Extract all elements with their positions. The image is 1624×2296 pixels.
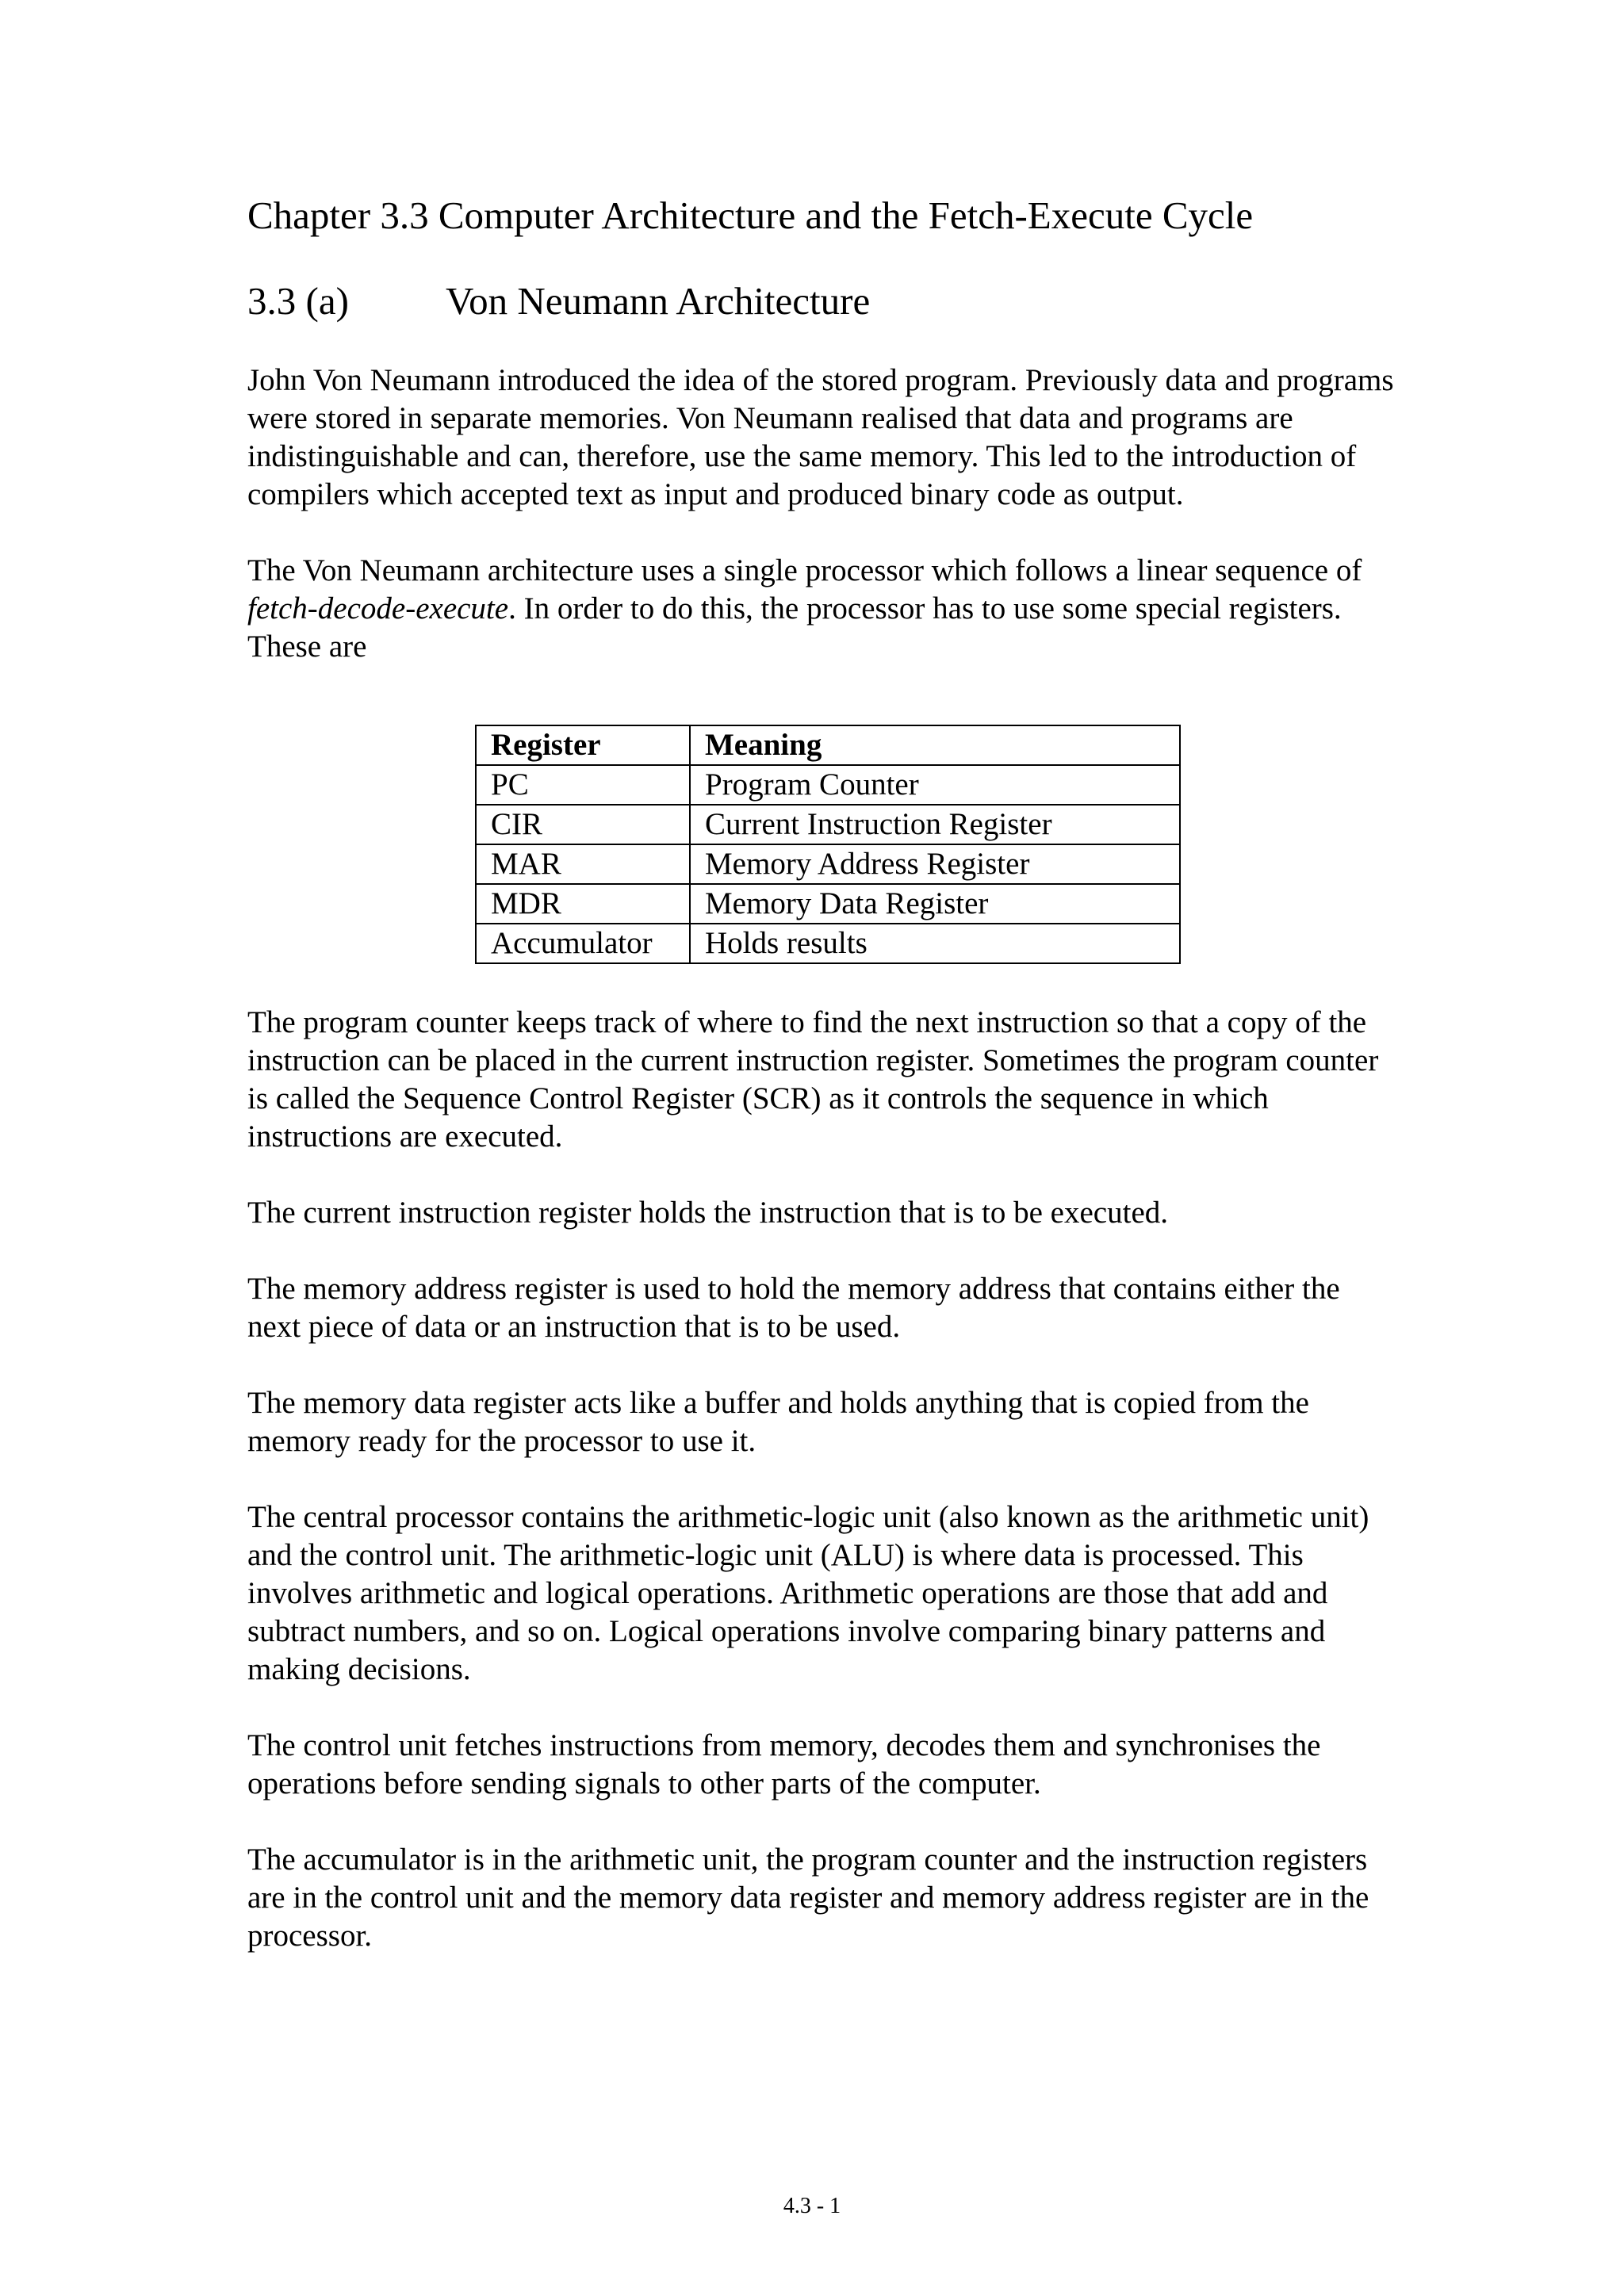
section-title: Von Neumann Architecture xyxy=(446,279,871,323)
table-row xyxy=(476,924,1180,963)
table-cell-register: PC xyxy=(476,765,690,805)
table-cell-register: MAR xyxy=(476,844,690,884)
table-cell-register: MDR xyxy=(476,884,690,924)
page-number: 4.3 - 1 xyxy=(783,2194,841,2218)
table-header-row xyxy=(476,725,1180,765)
table-cell-meaning: Memory Data Register xyxy=(690,884,1180,924)
register-table xyxy=(475,725,1181,964)
paragraph-architecture-part2: . In order to do this, the processor has to use some special registers. These are xyxy=(247,591,1342,664)
paragraph-architecture-part1: The Von Neumann architecture uses a single processor which follows a linear sequence of xyxy=(247,553,1362,587)
page-content xyxy=(247,190,1397,1955)
table-cell-meaning: Program Counter xyxy=(690,765,1180,805)
fetch-decode-execute-term: fetch-decode-execute xyxy=(247,591,509,626)
table-row xyxy=(476,805,1180,844)
table-row xyxy=(476,884,1180,924)
paragraph-mdr: The memory data register acts like a buffer and holds anything that is copied from the memory ready for the processor to use it. xyxy=(247,1386,1309,1458)
paragraph-cir: The current instruction register holds the instruction that is to be executed. xyxy=(247,1196,1169,1230)
paragraph-stored-program: John Von Neumann introduced the idea of the stored program. Previously data and programs were stored in separate memories. Von Neumann realised that data and programs are indistinguishable and can, therefore, use the same memory. This led to the introduction of compilers which accepted text as input and produced binary code as output. xyxy=(247,363,1394,511)
table-row xyxy=(476,765,1180,805)
table-cell-register: Accumulator xyxy=(476,924,690,963)
table-header-meaning: Meaning xyxy=(690,725,1180,765)
table-header-register: Register xyxy=(476,725,690,765)
section-heading xyxy=(247,276,1397,327)
table-cell-meaning: Memory Address Register xyxy=(690,844,1180,884)
paragraph-central-processor: The central processor contains the arithmetic-logic unit (also known as the arithmetic unit) and the control unit. The arithmetic-logic unit (ALU) is where data is processed. This involves arithmetic and logical operations. Arithmetic operations are those that add and subtract numbers, and so on. Logical operations involve comparing binary patterns and making decisions. xyxy=(247,1500,1369,1686)
table-cell-register: CIR xyxy=(476,805,690,844)
table-row xyxy=(476,844,1180,884)
section-number: 3.3 (a) xyxy=(247,279,349,323)
register-table-wrapper xyxy=(475,725,1397,964)
paragraph-control-unit: The control unit fetches instructions from memory, decodes them and synchronises the operations before sending signals to other parts of the computer. xyxy=(247,1728,1321,1800)
table-cell-meaning: Current Instruction Register xyxy=(690,805,1180,844)
table-cell-meaning: Holds results xyxy=(690,924,1180,963)
paragraph-architecture xyxy=(247,552,1397,666)
chapter-title: Chapter 3.3 Computer Architecture and the Fetch-Execute Cycle xyxy=(247,193,1254,237)
paragraph-accumulator: The accumulator is in the arithmetic unit, the program counter and the instruction registers are in the control unit and the memory data register and memory address register are in the processor. xyxy=(247,1843,1369,1953)
paragraph-program-counter: The program counter keeps track of where to find the next instruction so that a copy of the instruction can be placed in the current instruction register. Sometimes the program counter is called the Sequence Control Register (SCR) as it controls the sequence in which instructions are executed. xyxy=(247,1005,1379,1154)
paragraph-mar: The memory address register is used to hold the memory address that contains either the next piece of data or an instruction that is to be used. xyxy=(247,1272,1340,1344)
